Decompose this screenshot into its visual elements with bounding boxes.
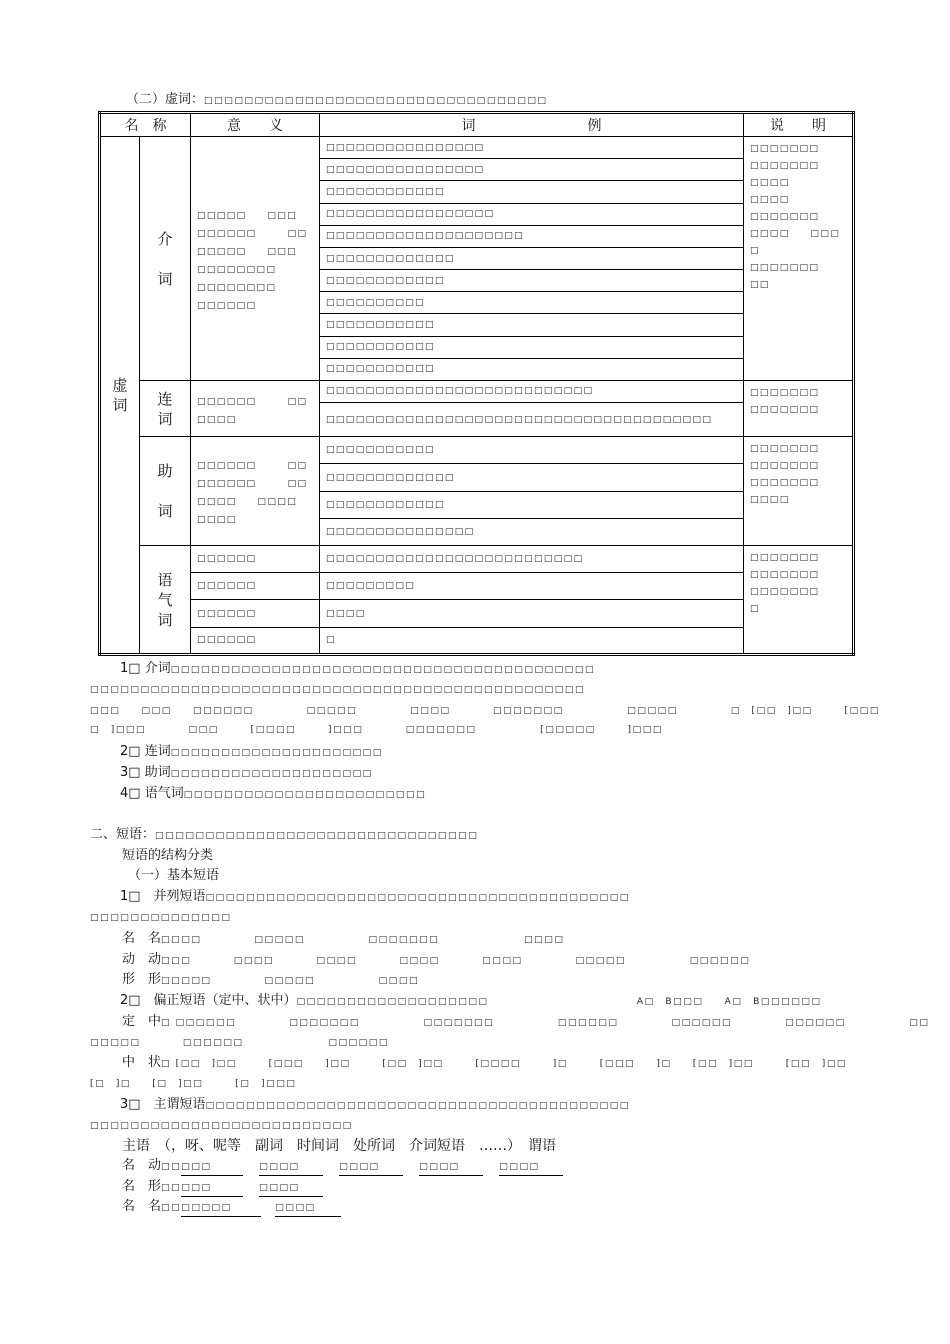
meaning-line: □□□□□ □□□ <box>197 247 298 258</box>
meaning-line: □□□□□ □□□ <box>197 211 298 222</box>
note-text: □□□□□□□□□□□□□□□□□□□□□□□□ <box>183 790 427 800</box>
note-text: □□□□□□□□□□□□□□□□□□□□□□□□□□□□□□□□□□□□□□□□□□ <box>170 665 596 675</box>
phrase-row-label: 中 状 <box>122 1055 162 1070</box>
note-line: □□□□□□□ <box>750 387 820 398</box>
meaning-line: □□□□ <box>197 414 237 425</box>
example-underlined: □□□□ <box>499 1159 563 1176</box>
meaning-line: □□□□□□ □□ <box>197 396 308 407</box>
note-line: □□□□□□□ <box>750 161 820 172</box>
note-line: □□□□□□□ <box>750 553 820 564</box>
phrase-row-label: 形 形 <box>122 972 162 987</box>
xuci-heading <box>126 92 548 109</box>
phrase-row-label: 动 动 <box>122 952 162 967</box>
phrase-title: 2□ 偏正短语（定中、状中） <box>120 993 297 1008</box>
note-term: 助词 <box>144 765 171 780</box>
note-line: □□ <box>750 280 770 291</box>
phrase-desc: □□□□□□□□□□□□□□□□□□□□□□□□□□□□□□□□□□□□□□□□□□ <box>205 893 630 903</box>
phrase-row-text: □□□ □□□□ □□□□ □□□□ □□□□ □□□□□ □□□□□□ <box>161 956 751 966</box>
note-line: □□□□□□□ <box>750 587 820 598</box>
example-cell: □□□□□□□□□□□□□ <box>320 464 744 491</box>
note-number: 1□ <box>120 661 141 676</box>
example-cell: □□□□□□□□□□□ <box>320 437 744 464</box>
note-line: □□□□□□□ <box>750 144 820 155</box>
notes-zhuci <box>744 437 854 546</box>
example-cell: □□□□□□□□□ <box>320 573 744 600</box>
meaning-line: □□□□□□ <box>197 301 257 312</box>
meaning-line: □□□□□□□□ <box>197 283 277 294</box>
phrase-row-label: 定 中 <box>122 1014 162 1029</box>
example-underlined: □□□□ <box>419 1159 483 1176</box>
meaning-zhuci <box>191 437 320 546</box>
note-item-zhuci <box>120 765 373 782</box>
group-name-lianci <box>140 380 191 436</box>
notes-jieci <box>744 137 854 381</box>
phrase-row <box>122 952 750 969</box>
header-name: 名 称 <box>100 113 191 137</box>
category-xuci <box>100 137 140 655</box>
note-number: 3□ <box>120 765 141 780</box>
group-name-zhuci <box>140 437 191 546</box>
example-cell: □□□□□□□□□□□□□□□ <box>320 518 744 545</box>
header-notes: 说 明 <box>744 113 854 137</box>
phrase-row-label: 名 名 <box>122 931 162 946</box>
example-cell <box>320 403 744 437</box>
phrase-desc: □□□□□□□□□□□□□□□□□□□ A□ B□□□ A□ B□□□□□□ <box>296 997 822 1007</box>
note-text: □□□□□□□□□□□□□□□□□□□□ <box>170 769 373 779</box>
phrase-item-1 <box>120 889 630 906</box>
phrase-row: 名 形□□□□□ □□□□ <box>122 1179 323 1197</box>
group-name-char: 词 <box>157 610 173 629</box>
meaning-cell: □□□□□□ <box>191 627 320 654</box>
group-name-char: 词 <box>157 269 173 288</box>
meaning-line: □□□□□□ □□ <box>197 229 308 240</box>
notes-lianci <box>744 380 854 436</box>
example-cell: □□□□□□□□□□□ <box>320 358 744 380</box>
xuci-heading-tail: □□□□□□□□□□□□□□□□□□□□□□□□□□□□□□□□□□ <box>204 96 548 106</box>
notes-yuqici <box>744 546 854 655</box>
phrase-title: 1□ 并列短语 <box>120 889 206 904</box>
phrase-desc: □□□□□□□□□□□□□□□□□□□□□□□□□□□□□□□□□□□□□□□□□□ <box>205 1101 630 1111</box>
phrase-row <box>122 931 565 948</box>
meaning-cell: □□□□□□ <box>191 546 320 573</box>
phrase-row-label: 名 动 <box>122 1158 162 1173</box>
phrase-row <box>122 1014 930 1031</box>
note-line: □□□□□□□ <box>750 461 820 472</box>
example-cell: □□□□□□□□□□□□□□□□□□□□ <box>320 225 744 247</box>
note-line: □□□□□□□ <box>750 212 820 223</box>
example-cell: □□□□ <box>320 600 744 627</box>
example-underlined: □□□ <box>181 1159 243 1176</box>
group-name-yuqici <box>140 546 191 655</box>
group-name-char: 语 <box>157 570 173 589</box>
group-name-char: 气 <box>157 590 173 609</box>
header-examples: 词 例 <box>320 113 744 137</box>
example-underlined: □□□□□ <box>181 1200 261 1217</box>
note-line: □□□□□□□ <box>750 444 820 455</box>
phrase-row-label: 名 名 <box>122 1199 162 1214</box>
meaning-lianci <box>191 380 320 436</box>
phrase-row <box>122 972 419 989</box>
meaning-line: □□□□ <box>197 515 237 526</box>
phrase-row-text: □ [□□ ]□□ [□□□ ]□□ [□□ ]□□ [□□□□ ]□ [□□□ ]□ [□□ ]□□ [□□ ]□□ <box>161 1059 848 1069</box>
duanyu-heading-label: 二、短语： <box>90 827 156 842</box>
note-text: □□□ □□□ □□□□□□ □□□□□ □□□□ □□□□□□□ □□□□□ □ [□□ ]□□ [□□□ <box>90 706 880 716</box>
phrase-item-2 <box>120 993 822 1010</box>
example-cell: □□□□□□□□□□□ <box>320 336 744 358</box>
meaning-line: □□□□ □□□□ <box>197 497 298 508</box>
note-item-jieci <box>120 661 595 678</box>
note-line: □□□□□□□ <box>750 404 820 415</box>
example-cell: □□□□□□□□□□□ <box>320 314 744 336</box>
note-term: 语气词 <box>144 786 184 801</box>
note-text: □ ]□□□ □□□ [□□□□ ]□□□ □□□□□□□ [□□□□□ ]□□□ <box>90 725 663 735</box>
phrase-row-text: □□□□ □□□□□ □□□□□□□ □□□□ <box>161 935 565 945</box>
example-underlined: □□□□ <box>339 1159 403 1176</box>
xuci-table <box>98 111 855 656</box>
category-char: 虚 <box>112 376 128 395</box>
example-cell: □□□□□□□□□□□□□□□□□□□□□□□□□□ <box>320 546 744 573</box>
group-name-char: 助 <box>157 462 173 481</box>
note-line: □ <box>750 604 760 615</box>
example-cell: □□□□□□□□□□□□ <box>320 270 744 292</box>
note-line: □□□□ <box>750 495 790 506</box>
example-underlined: □□□□ <box>259 1159 323 1176</box>
meaning-line: □□□□□□ □□ <box>197 461 308 472</box>
category-char: 词 <box>112 396 128 415</box>
meaning-cell: □□□□□□ <box>191 573 320 600</box>
example-cell: □ <box>320 627 744 654</box>
note-item-lianci <box>120 744 383 761</box>
meaning-jieci <box>191 137 320 381</box>
note-term: 介词 <box>144 661 171 676</box>
phrase-row-label: 名 形 <box>122 1179 162 1194</box>
phrase-desc: □□□□□□□□□□□□□□□□□□□□□□□□□□ <box>90 1121 353 1131</box>
xuci-heading-label: （二）虚词： <box>126 92 205 107</box>
example-underlined: □□□ <box>181 1180 243 1197</box>
duanyu-heading-tail: □□□□□□□□□□□□□□□□□□□□□□□□□□□□□□□□ <box>155 831 479 841</box>
phrase-row-text: □ □□□□□□ □□□□□□□ □□□□□□□ □□□□□□ □□□□□□ □□□□□□ □□ <box>161 1018 930 1028</box>
group-name-char: 词 <box>157 502 173 521</box>
example-cell: □□□□□□□□□□□□□□□□□ <box>320 203 744 225</box>
note-number: 2□ <box>120 744 141 759</box>
example-text: □□□□□□□□□□□□□□□□□□□□□□□□□□□□□□□□□□□□□□□ <box>326 414 713 425</box>
example-cell: □□□□□□□□□□□□ <box>320 181 744 203</box>
duanyu-subheading: 短语的结构分类 <box>122 848 214 863</box>
note-item-yuqici <box>120 786 426 803</box>
meaning-line: □□□□□□ □□ <box>197 479 308 490</box>
note-text: □□□□□□□□□□□□□□□□□□□□□□□□□□□□□□□□□□□□□□□□□□□□□□□□□ <box>90 685 586 695</box>
note-line: □□□□□□□ <box>750 570 820 581</box>
example-cell: □□□□□□□□□□□□□□□□ <box>320 137 744 159</box>
example-cell: □□□□□□□□□□□□□□□□ <box>320 159 744 181</box>
phrase-title: 3□ 主谓短语 <box>120 1097 206 1112</box>
note-line: □□□□ □□□ □ <box>750 229 851 257</box>
group-name-char: 词 <box>157 409 173 428</box>
note-term: 连词 <box>144 744 171 759</box>
example-underlined: □□□□ <box>275 1200 341 1217</box>
phrase-desc: □□□□□□□□□□□□□□ <box>90 913 232 923</box>
example-cell: □□□□□□□□□□□□ <box>320 491 744 518</box>
example-cell: □□□□□□□□□□□□□ <box>320 247 744 269</box>
header-meaning: 意 义 <box>191 113 320 137</box>
phrase-item-3 <box>120 1097 630 1114</box>
example-cell: □□□□□□□□□□□□□□□□□□□□□□□□□□□ <box>320 380 744 402</box>
phrase-row: 名 名□□□□□□□ □□□□ <box>122 1199 341 1217</box>
phrase-row: 名 动□□□□□ □□□□ □□□□ □□□□ □□□□ <box>122 1158 563 1176</box>
subject-predicate-pattern: 主语 （，呀、呢等 副词 时间词 处所词 介词短语 ……） 谓语 <box>122 1138 556 1154</box>
duanyu-heading <box>90 827 478 844</box>
note-number: 4□ <box>120 786 141 801</box>
example-underlined: □□□□ <box>259 1180 323 1197</box>
phrase-row-text: □□□□□ □□□□□ □□□□ <box>161 976 420 986</box>
note-line: □□□□ □□□□ <box>750 178 811 206</box>
group-name-char: 连 <box>157 389 173 408</box>
phrase-row <box>122 1055 847 1072</box>
phrase-row-text: □□□□□ □□□□□□ □□□□□□ <box>90 1038 389 1048</box>
example-cell: □□□□□□□□□□ <box>320 292 744 314</box>
phrase-row-text: [□ ]□ [□ ]□□ [□ ]□□□ <box>90 1079 297 1089</box>
basic-phrase-heading: （一）基本短语 <box>128 868 220 883</box>
meaning-line: □□□□□□□□ <box>197 265 277 276</box>
group-name-jieci <box>140 137 191 381</box>
note-line: □□□□□□□ <box>750 263 820 274</box>
group-name-char: 介 <box>157 229 173 248</box>
meaning-cell: □□□□□□ <box>191 600 320 627</box>
note-text: □□□□□□□□□□□□□□□□□□□□□ <box>170 748 383 758</box>
note-line: □□□□□□□ <box>750 478 820 489</box>
